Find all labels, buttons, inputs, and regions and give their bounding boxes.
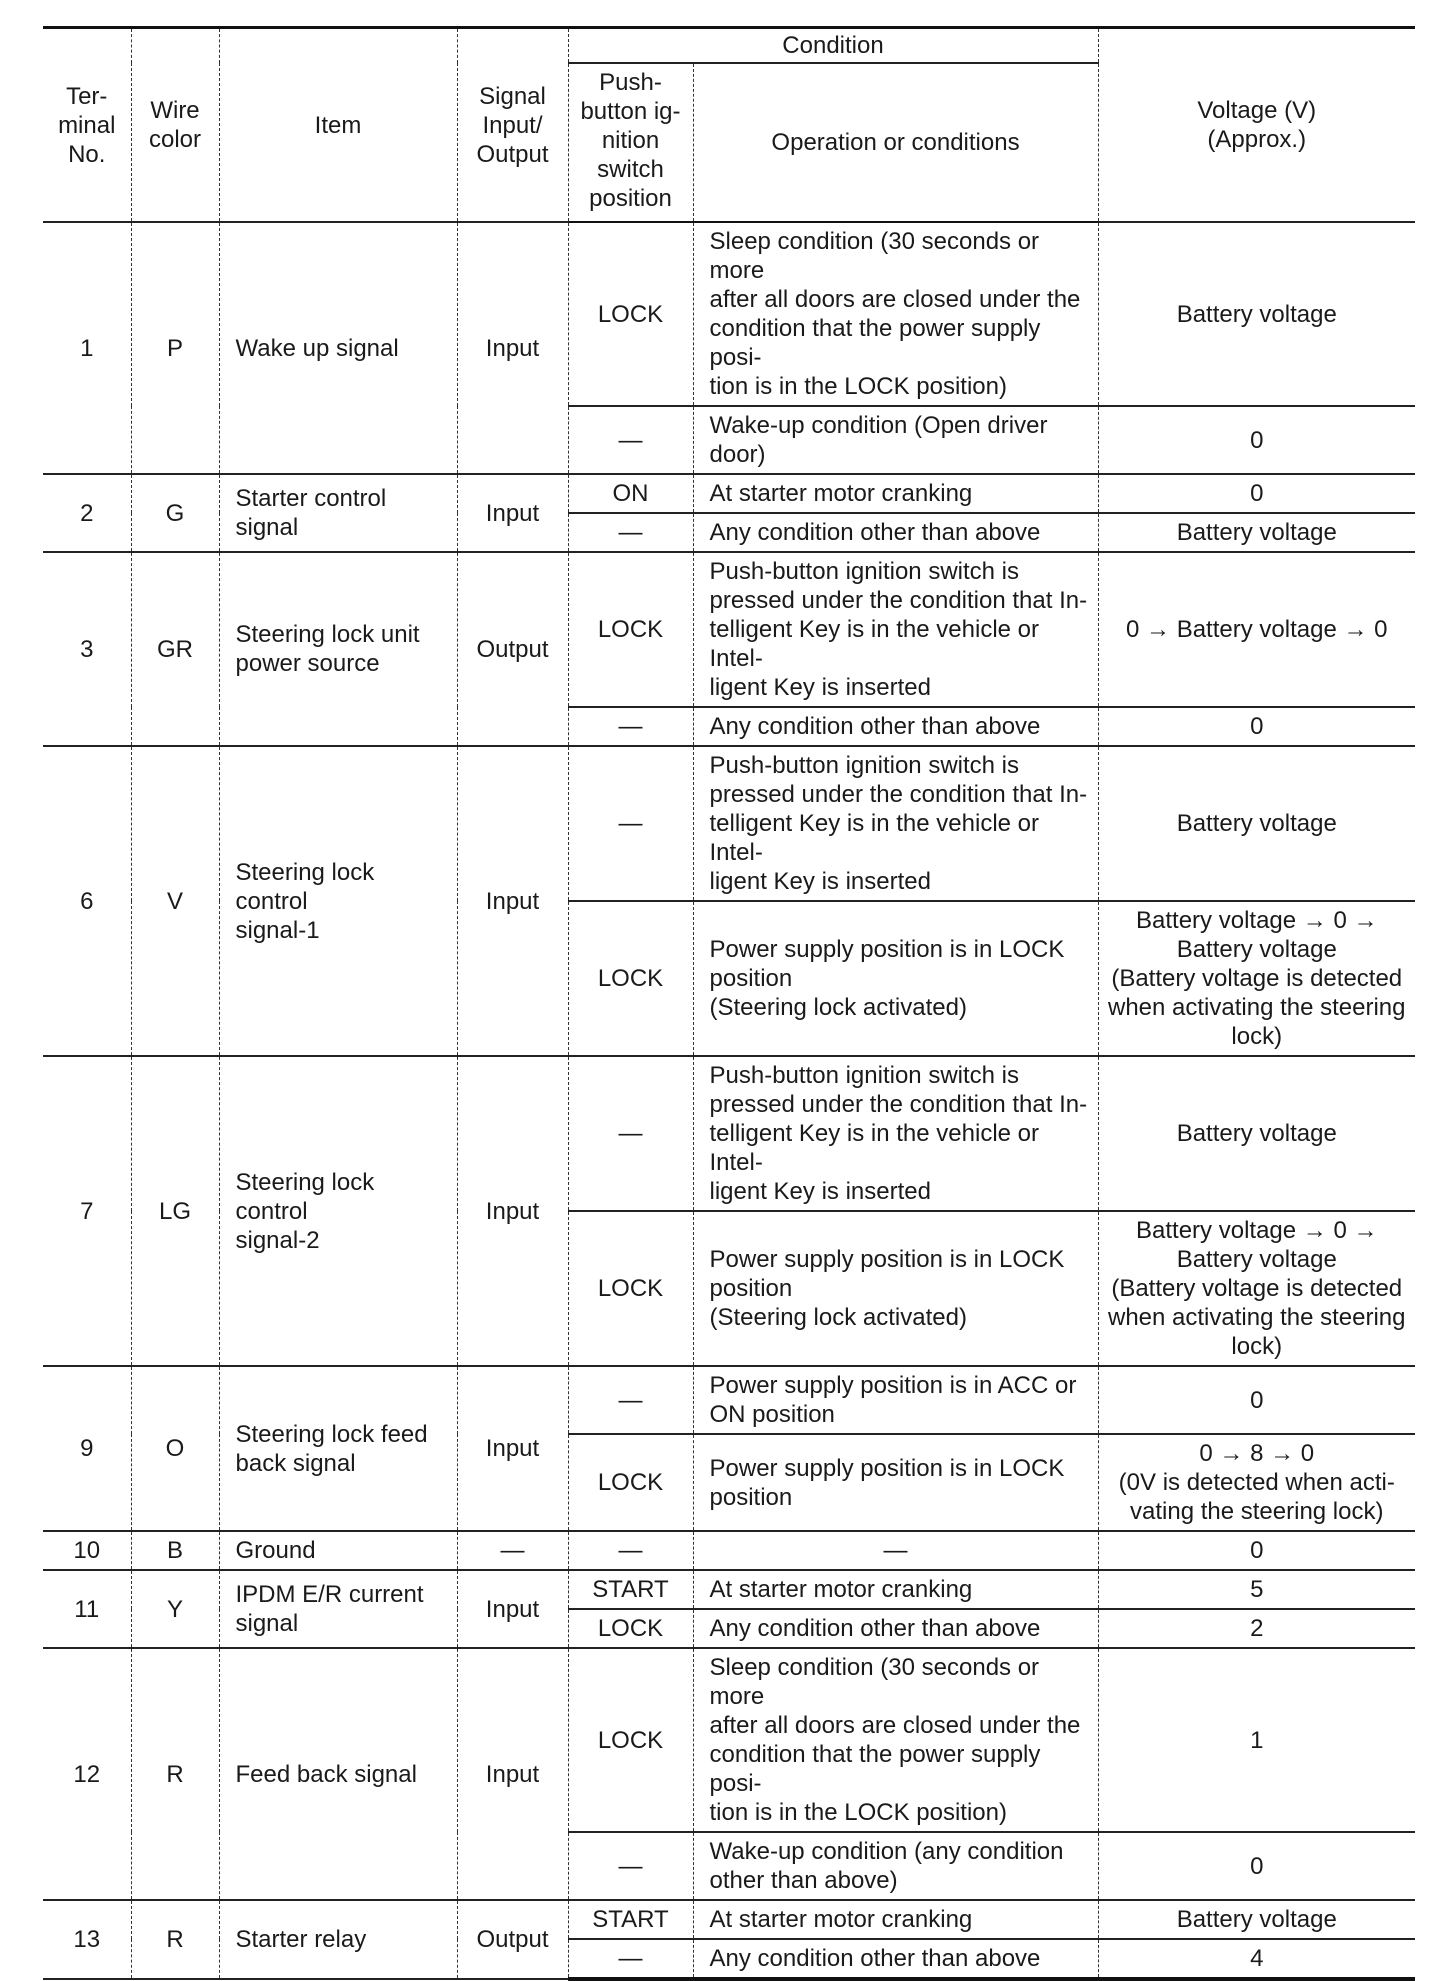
item-name <box>219 1648 457 1900</box>
switch-position: — <box>568 1939 693 1979</box>
text-line: position <box>709 1483 793 1511</box>
switch-position: — <box>568 1366 693 1434</box>
text-line: Steering lock unit <box>235 621 420 648</box>
text-line: pressed under the condition that In- <box>709 587 1088 614</box>
text-line: At starter motor cranking <box>709 1576 973 1603</box>
header-item: Item <box>219 28 457 223</box>
text-line: tion is in the LOCK position) <box>709 1799 1007 1826</box>
switch-position: START <box>568 1570 693 1609</box>
text-line: after all doors are closed under the <box>709 286 1081 313</box>
text-line: when activating the steering <box>1107 1304 1406 1331</box>
wire-color: V <box>131 746 219 1056</box>
text-line: 0 <box>1250 480 1264 507</box>
operation-condition <box>693 1434 1098 1531</box>
switch-position: LOCK <box>568 1609 693 1648</box>
wire-color: B <box>131 1531 219 1570</box>
text-line: Battery voltage <box>1176 519 1337 546</box>
signal-io: Input <box>457 746 568 1056</box>
text-line: Power supply position is in ACC or <box>709 1372 1077 1399</box>
text-line: Starter relay <box>235 1926 367 1953</box>
operation-condition <box>693 1366 1098 1434</box>
terminal-no: 1 <box>43 222 131 474</box>
text-line: Ground <box>235 1537 316 1564</box>
operation-condition <box>693 1570 1098 1609</box>
text-line: signal-2 <box>235 1226 320 1254</box>
switch-position: START <box>568 1900 693 1939</box>
signal-io: Input <box>457 1570 568 1648</box>
operation-condition <box>693 707 1098 746</box>
text-line: 0 <box>1250 1852 1264 1880</box>
text-line: other than above) <box>709 1867 898 1894</box>
text-line: Battery voltage → 0 → <box>1136 1217 1378 1244</box>
wire-color: P <box>131 222 219 474</box>
table-row <box>43 746 1415 901</box>
text-line: Any condition other than above <box>709 713 1041 740</box>
switch-position: — <box>568 707 693 746</box>
terminal-no: 9 <box>43 1366 131 1531</box>
operation-condition <box>693 222 1098 406</box>
voltage-value <box>1098 1648 1415 1832</box>
voltage-value <box>1098 901 1415 1056</box>
text-line: Starter control signal <box>235 485 387 541</box>
text-line: 2 <box>1250 1615 1264 1642</box>
text-line: Sleep condition (30 seconds or more <box>709 1654 1040 1710</box>
text-line: telligent Key is in the vehicle or Intel- <box>709 1120 1040 1176</box>
switch-position: — <box>568 406 693 474</box>
terminal-table <box>43 26 1415 1981</box>
text-line: Steering lock control <box>235 1168 375 1225</box>
text-line: telligent Key is in the vehicle or Intel- <box>709 810 1040 866</box>
voltage-value <box>1098 1531 1415 1570</box>
text-line: Push-button ignition switch is <box>709 752 1019 779</box>
operation-condition <box>693 1056 1098 1211</box>
header-wire-color: Wire color <box>131 28 219 223</box>
voltage-value <box>1098 1570 1415 1609</box>
table-row <box>43 1366 1415 1434</box>
text-line: (Steering lock activated) <box>709 994 967 1021</box>
wire-color: R <box>131 1900 219 1979</box>
table-row <box>43 1531 1415 1570</box>
table-row <box>43 474 1415 513</box>
switch-position: LOCK <box>568 222 693 406</box>
item-name <box>219 1900 457 1979</box>
text-line: after all doors are closed under the <box>709 1712 1081 1739</box>
item-name <box>219 222 457 474</box>
header-operation: Operation or conditions <box>693 63 1098 222</box>
switch-position: — <box>568 1832 693 1900</box>
text-line: (Battery voltage is detected <box>1111 1275 1403 1302</box>
voltage-value <box>1098 1366 1415 1434</box>
operation-condition <box>693 1939 1098 1979</box>
header-voltage: Voltage (V) (Approx.) <box>1098 28 1415 223</box>
voltage-value <box>1098 474 1415 513</box>
text-line: Battery voltage <box>1176 1906 1337 1933</box>
table-row <box>43 1570 1415 1609</box>
operation-condition <box>693 901 1098 1056</box>
switch-position: — <box>568 746 693 901</box>
item-name <box>219 746 457 1056</box>
table-row <box>43 1900 1415 1939</box>
text-line: Steering lock feed <box>235 1420 428 1448</box>
switch-position: — <box>568 513 693 552</box>
text-line: 0 <box>1250 1537 1264 1564</box>
terminal-no: 11 <box>43 1570 131 1648</box>
text-line: ON position <box>709 1401 835 1428</box>
voltage-value <box>1098 552 1415 707</box>
operation-condition <box>693 1211 1098 1366</box>
text-line: when activating the steering <box>1107 994 1406 1021</box>
voltage-value <box>1098 406 1415 474</box>
text-line: 5 <box>1250 1576 1264 1603</box>
switch-position: LOCK <box>568 1434 693 1531</box>
voltage-value <box>1098 1939 1415 1979</box>
text-line: 0 <box>1250 426 1264 454</box>
voltage-value <box>1098 746 1415 901</box>
text-line: door) <box>709 441 766 468</box>
text-line: Battery voltage <box>1176 1120 1337 1147</box>
text-line: ligent Key is inserted <box>709 1178 931 1205</box>
text-line: (Battery voltage is detected <box>1111 965 1403 992</box>
operation-condition <box>693 1609 1098 1648</box>
item-name <box>219 1056 457 1366</box>
text-line: ligent Key is inserted <box>709 868 931 895</box>
text-line: IPDM E/R current <box>235 1581 424 1608</box>
text-line: 0 <box>1250 1386 1264 1414</box>
signal-io: Input <box>457 222 568 474</box>
signal-io: Input <box>457 1366 568 1531</box>
text-line: Battery voltage <box>1176 1246 1337 1273</box>
table-row <box>43 552 1415 707</box>
text-line: Wake-up condition (Open driver <box>709 412 1048 439</box>
operation-condition <box>693 746 1098 901</box>
text-line: 1 <box>1250 1726 1264 1754</box>
text-line: Power supply position is in LOCK <box>709 1454 1065 1482</box>
wire-color: GR <box>131 552 219 746</box>
text-line: Any condition other than above <box>709 1945 1041 1972</box>
terminal-no: 10 <box>43 1531 131 1570</box>
operation-condition <box>693 1900 1098 1939</box>
text-line: tion is in the LOCK position) <box>709 373 1007 400</box>
voltage-value <box>1098 1609 1415 1648</box>
voltage-value <box>1098 513 1415 552</box>
text-line: signal-1 <box>235 916 320 944</box>
signal-io: — <box>457 1531 568 1570</box>
text-line: Battery voltage → 0 → <box>1136 907 1378 934</box>
text-line: pressed under the condition that In- <box>709 781 1088 808</box>
header-condition: Condition <box>568 28 1098 64</box>
text-line: position <box>709 965 793 992</box>
text-line: ligent Key is inserted <box>709 674 931 701</box>
operation-condition <box>693 1648 1098 1832</box>
table-row <box>43 1056 1415 1211</box>
text-line: position <box>709 1275 793 1302</box>
voltage-value <box>1098 1900 1415 1939</box>
terminal-no: 3 <box>43 552 131 746</box>
text-line: Power supply position is in LOCK <box>709 1246 1065 1273</box>
operation-condition <box>693 1531 1098 1570</box>
table-row <box>43 1648 1415 1832</box>
text-line: At starter motor cranking <box>709 1906 973 1933</box>
text-line: vating the steering lock) <box>1130 1498 1384 1525</box>
signal-io: Input <box>457 1056 568 1366</box>
voltage-value <box>1098 707 1415 746</box>
voltage-value <box>1098 222 1415 406</box>
text-line: lock) <box>1231 1023 1283 1050</box>
terminal-no: 6 <box>43 746 131 1056</box>
signal-io: Output <box>457 1900 568 1979</box>
text-line: Wake-up condition (any condition <box>709 1838 1064 1865</box>
text-line: condition that the power supply posi- <box>709 1741 1041 1797</box>
terminal-no: 2 <box>43 474 131 552</box>
voltage-value <box>1098 1832 1415 1900</box>
text-line: 0 <box>1250 713 1264 740</box>
terminal-no: 13 <box>43 1900 131 1979</box>
text-line: Feed back signal <box>235 1760 417 1788</box>
operation-condition <box>693 552 1098 707</box>
switch-position: LOCK <box>568 901 693 1056</box>
text-line: lock) <box>1231 1333 1283 1360</box>
item-name <box>219 1366 457 1531</box>
text-line: 4 <box>1250 1945 1264 1972</box>
table-body <box>43 222 1415 1979</box>
operation-condition <box>693 406 1098 474</box>
text-line: Battery voltage <box>1176 300 1337 328</box>
switch-position: LOCK <box>568 552 693 707</box>
wire-color: O <box>131 1366 219 1531</box>
text-line: 0 → Battery voltage → 0 <box>1126 616 1388 643</box>
text-line: condition that the power supply posi- <box>709 315 1041 371</box>
voltage-value <box>1098 1434 1415 1531</box>
header-signal-io: Signal Input/ Output <box>457 28 568 223</box>
item-name <box>219 474 457 552</box>
text-line: At starter motor cranking <box>709 480 973 507</box>
wire-color: Y <box>131 1570 219 1648</box>
text-line: 0 → 8 → 0 <box>1199 1440 1315 1467</box>
text-line: back signal <box>235 1449 356 1477</box>
wire-color: G <box>131 474 219 552</box>
operation-condition <box>693 513 1098 552</box>
text-line: pressed under the condition that In- <box>709 1091 1088 1118</box>
wire-color: R <box>131 1648 219 1900</box>
text-line: Sleep condition (30 seconds or more <box>709 228 1040 284</box>
wire-color: LG <box>131 1056 219 1366</box>
signal-io: Output <box>457 552 568 746</box>
text-line: signal <box>235 1610 299 1637</box>
switch-position: — <box>568 1531 693 1570</box>
text-line: Push-button ignition switch is <box>709 558 1019 585</box>
header-switch-position: Push- button ig- nition switch position <box>568 63 693 222</box>
operation-condition <box>693 1832 1098 1900</box>
voltage-value <box>1098 1056 1415 1211</box>
switch-position: ON <box>568 474 693 513</box>
item-name <box>219 552 457 746</box>
text-line: Battery voltage <box>1176 810 1337 837</box>
switch-position: LOCK <box>568 1211 693 1366</box>
terminal-no: 12 <box>43 1648 131 1900</box>
table-header <box>43 28 1415 223</box>
item-name <box>219 1570 457 1648</box>
text-line: telligent Key is in the vehicle or Intel- <box>709 616 1040 672</box>
text-line: (Steering lock activated) <box>709 1304 967 1331</box>
text-line: Push-button ignition switch is <box>709 1062 1019 1089</box>
terminal-no: 7 <box>43 1056 131 1366</box>
text-line: — <box>883 1537 908 1564</box>
signal-io: Input <box>457 474 568 552</box>
switch-position: LOCK <box>568 1648 693 1832</box>
text-line: (0V is detected when acti- <box>1118 1469 1395 1496</box>
text-line: Steering lock control <box>235 858 375 915</box>
text-line: power source <box>235 650 380 677</box>
voltage-value <box>1098 1211 1415 1366</box>
item-name <box>219 1531 457 1570</box>
table-row <box>43 222 1415 406</box>
header-terminal: Ter- minal No. <box>43 28 131 223</box>
operation-condition <box>693 474 1098 513</box>
text-line: Power supply position is in LOCK <box>709 936 1065 963</box>
signal-io: Input <box>457 1648 568 1900</box>
text-line: Battery voltage <box>1176 936 1337 963</box>
text-line: Any condition other than above <box>709 1615 1041 1642</box>
text-line: Wake up signal <box>235 334 399 362</box>
text-line: Any condition other than above <box>709 519 1041 546</box>
switch-position: — <box>568 1056 693 1211</box>
